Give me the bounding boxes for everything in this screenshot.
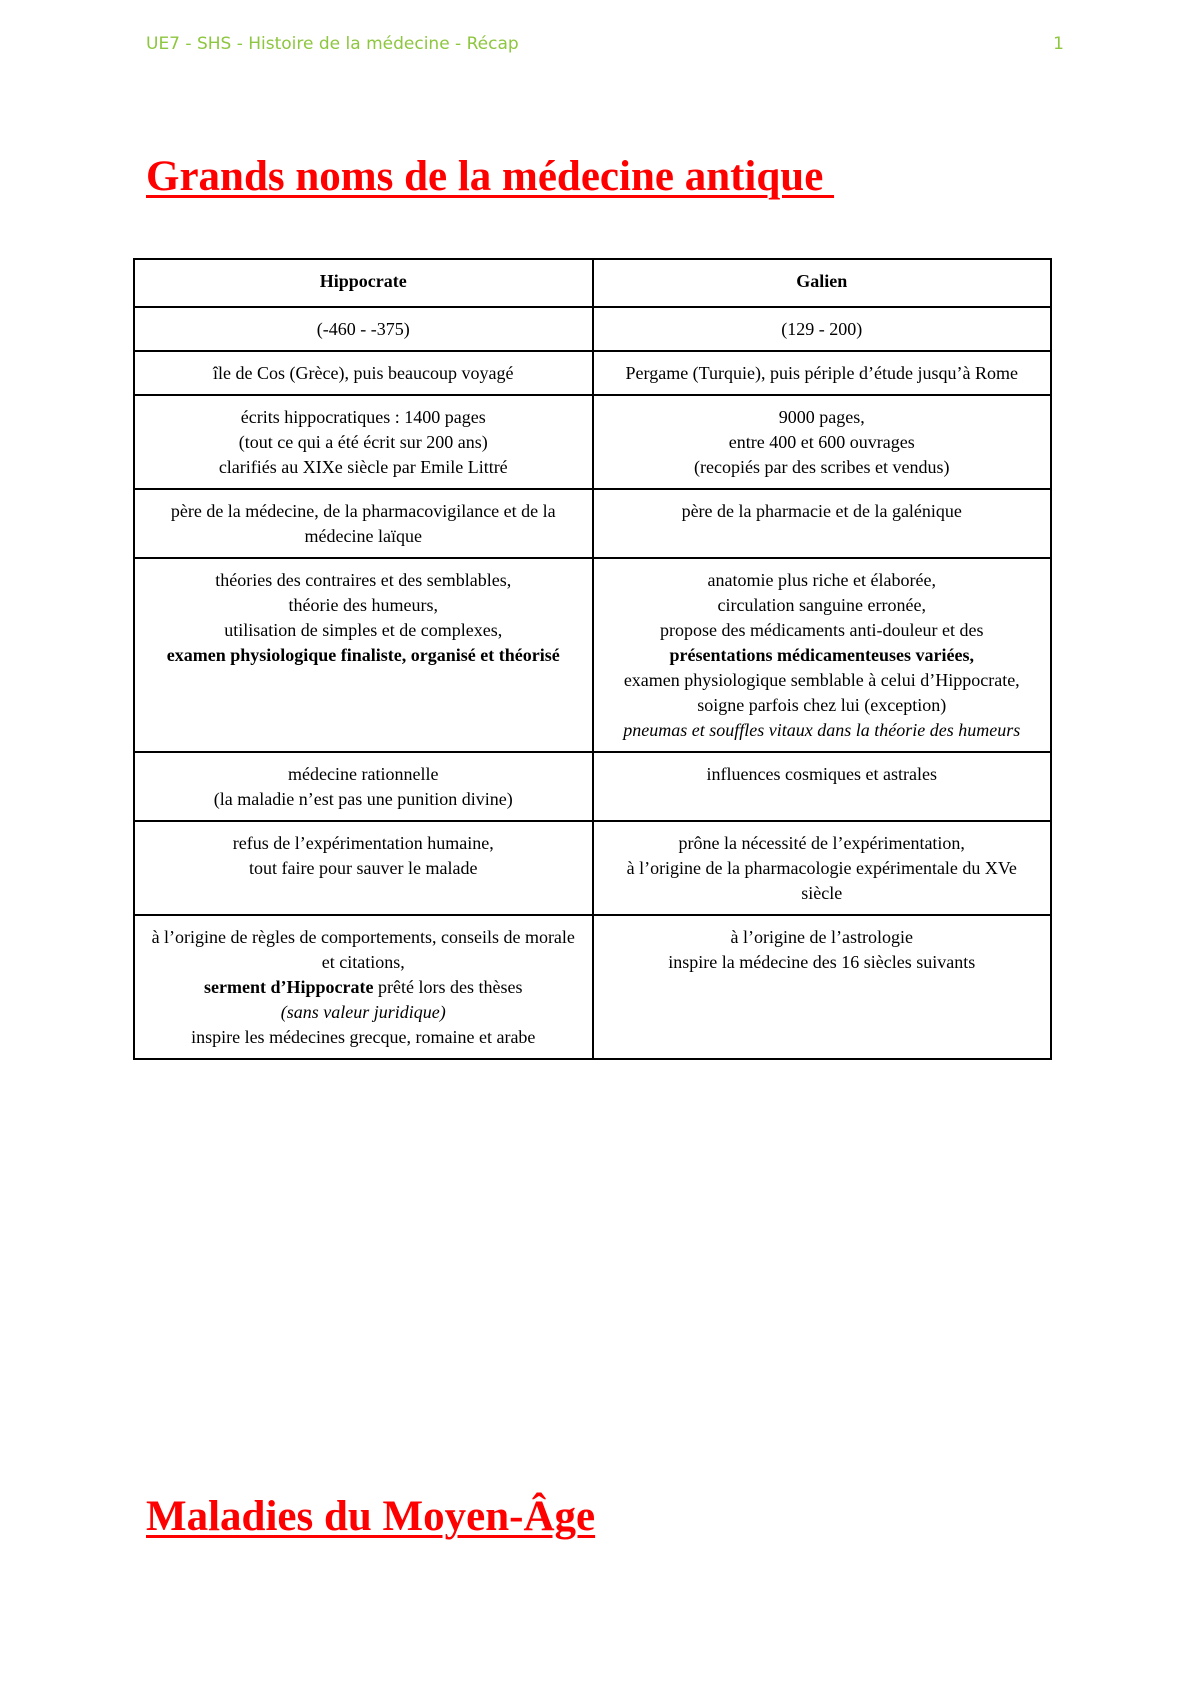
table-row	[134, 351, 1051, 395]
cell-line	[610, 499, 1035, 524]
cell-line	[151, 317, 576, 342]
table-row	[134, 395, 1051, 489]
cell-text: (recopiés par des scribes et vendus)	[694, 457, 950, 477]
cell-line	[151, 975, 576, 1000]
comparison-table	[133, 258, 1052, 1060]
cell-line	[151, 568, 576, 593]
cell-line	[151, 405, 576, 430]
cell-line	[151, 1025, 576, 1050]
cell-text: Pergame (Turquie), puis périple d’étude jusqu’à Rome	[625, 363, 1018, 383]
cell-line	[610, 593, 1035, 618]
cell-line	[151, 1000, 576, 1025]
table-cell-galien	[593, 489, 1052, 558]
cell-line	[151, 430, 576, 455]
cell-line	[151, 499, 576, 549]
cell-text: père de la médecine, de la pharmacovigilance et de la médecine laïque	[170, 501, 556, 546]
cell-text: père de la pharmacie et de la galénique	[681, 501, 962, 521]
table-cell-galien	[593, 307, 1052, 351]
cell-line	[610, 317, 1035, 342]
table-row	[134, 489, 1051, 558]
table-cell-galien	[593, 821, 1052, 915]
column-header-galien: Galien	[593, 259, 1052, 307]
cell-line	[151, 618, 576, 643]
column-header-hippocrate: Hippocrate	[134, 259, 593, 307]
table-cell-hippocrate	[134, 558, 593, 752]
cell-line	[610, 668, 1035, 693]
cell-text: influences cosmiques et astrales	[706, 764, 937, 784]
cell-text: inspire la médecine des 16 siècles suivants	[668, 952, 976, 972]
cell-line	[610, 361, 1035, 386]
table-row	[134, 915, 1051, 1059]
table-cell-galien	[593, 752, 1052, 821]
table-header-row	[134, 259, 1051, 307]
cell-text: prône la nécessité de l’expérimentation,	[678, 833, 965, 853]
cell-text: (-460 - -375)	[316, 319, 410, 339]
cell-line	[610, 856, 1035, 906]
cell-text: pneumas et souffles vitaux dans la théorie des humeurs	[623, 720, 1021, 740]
cell-line	[610, 950, 1035, 975]
cell-text: (129 - 200)	[781, 319, 863, 339]
cell-line	[610, 430, 1035, 455]
table-row	[134, 558, 1051, 752]
cell-line	[151, 593, 576, 618]
cell-text: (tout ce qui a été écrit sur 200 ans)	[238, 432, 488, 452]
cell-line	[151, 762, 576, 787]
cell-text: présentations médicamenteuses variées,	[669, 645, 974, 665]
cell-line	[151, 856, 576, 881]
cell-text: serment d’Hippocrate	[204, 977, 374, 997]
cell-line	[610, 405, 1035, 430]
cell-line	[151, 831, 576, 856]
cell-line	[610, 568, 1035, 593]
cell-line	[610, 455, 1035, 480]
table-cell-galien	[593, 351, 1052, 395]
header-text: UE7 - SHS - Histoire de la médecine - Récap	[146, 34, 519, 54]
table-cell-hippocrate	[134, 307, 593, 351]
cell-line	[610, 831, 1035, 856]
table-cell-hippocrate	[134, 821, 593, 915]
table-cell-hippocrate	[134, 351, 593, 395]
table-row	[134, 752, 1051, 821]
cell-text: soigne parfois chez lui (exception)	[697, 695, 947, 715]
cell-line	[610, 925, 1035, 950]
cell-text-tail: prêté lors des thèses	[373, 977, 523, 997]
cell-text: à l’origine de la pharmacologie expérimentale du XVe siècle	[626, 858, 1017, 903]
cell-text: écrits hippocratiques : 1400 pages	[240, 407, 486, 427]
table-row	[134, 821, 1051, 915]
cell-line	[151, 643, 576, 668]
cell-text: inspire les médecines grecque, romaine et arabe	[191, 1027, 536, 1047]
table-cell-galien	[593, 395, 1052, 489]
cell-text: (sans valeur juridique)	[280, 1002, 446, 1022]
cell-text: entre 400 et 600 ouvrages	[728, 432, 915, 452]
cell-line	[610, 718, 1035, 743]
page-number: 1	[1053, 34, 1064, 54]
table-cell-hippocrate	[134, 395, 593, 489]
cell-text: anatomie plus riche et élaborée,	[707, 570, 936, 590]
section-title-ancient-medicine: Grands noms de la médecine antique	[146, 153, 835, 200]
cell-text: refus de l’expérimentation humaine,	[232, 833, 494, 853]
table-row	[134, 307, 1051, 351]
cell-line	[151, 925, 576, 975]
cell-text: théorie des humeurs,	[288, 595, 438, 615]
cell-text: à l’origine de l’astrologie	[730, 927, 913, 947]
table-cell-hippocrate	[134, 489, 593, 558]
cell-text: tout faire pour sauver le malade	[249, 858, 478, 878]
cell-line	[151, 455, 576, 480]
cell-line	[610, 643, 1035, 668]
table-cell-galien	[593, 558, 1052, 752]
cell-text: examen physiologique semblable à celui d’Hippocrate,	[623, 670, 1020, 690]
cell-text: à l’origine de règles de comportements, conseils de morale et citations,	[151, 927, 575, 972]
section-title-middle-ages: Maladies du Moyen-Âge	[146, 1493, 596, 1540]
cell-text: (la maladie n’est pas une punition divine)	[213, 789, 513, 809]
cell-line	[151, 361, 576, 386]
cell-text: circulation sanguine erronée,	[717, 595, 926, 615]
cell-line	[151, 787, 576, 812]
cell-text: utilisation de simples et de complexes,	[224, 620, 503, 640]
cell-text: île de Cos (Grèce), puis beaucoup voyagé	[213, 363, 514, 383]
cell-line	[610, 762, 1035, 787]
cell-text: 9000 pages,	[778, 407, 865, 427]
cell-text: propose des médicaments anti-douleur et des	[660, 620, 984, 640]
table-cell-galien	[593, 915, 1052, 1059]
cell-text: médecine rationnelle	[288, 764, 439, 784]
table-cell-hippocrate	[134, 915, 593, 1059]
cell-line	[610, 693, 1035, 718]
cell-text: examen physiologique finaliste, organisé et théorisé	[166, 645, 560, 665]
cell-line	[610, 618, 1035, 643]
cell-text: clarifiés au XIXe siècle par Emile Littré	[218, 457, 508, 477]
table-cell-hippocrate	[134, 752, 593, 821]
page-header	[146, 34, 1064, 54]
cell-text: théories des contraires et des semblables,	[215, 570, 512, 590]
